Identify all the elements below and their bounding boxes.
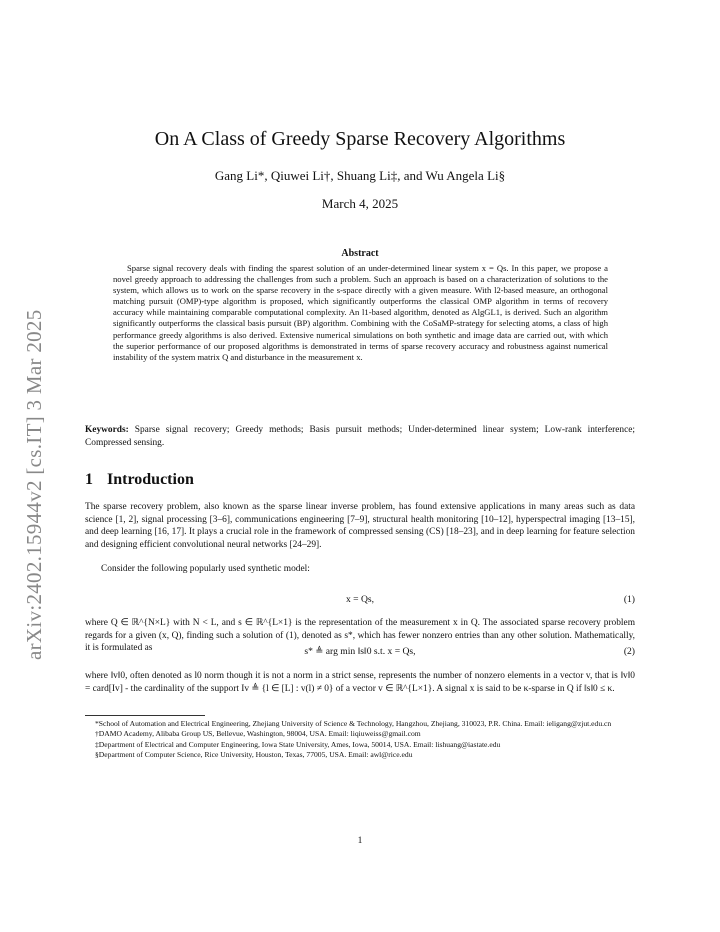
equation-2-tag: (2) xyxy=(623,646,635,657)
footnote: §Department of Computer Science, Rice University, Houston, Texas, 77005, USA. Email: awl@rice.edu xyxy=(95,750,413,760)
equation-1-tag: (1) xyxy=(623,594,635,605)
footnote-divider xyxy=(85,715,205,716)
intro-paragraph-2: Consider the following popularly used synthetic model: xyxy=(101,564,310,574)
footnotes xyxy=(85,719,635,761)
section-number: 1 xyxy=(85,471,93,488)
footnote: ‡Department of Electrical and Computer Engineering, Iowa State University, Ames, Iowa, 50014, USA. Email: lishuang@iastate.edu xyxy=(95,739,501,749)
abstract-heading: Abstract xyxy=(341,248,379,259)
footnote: *School of Automation and Electrical Engineering, Zhejiang University of Science & Technology, Hangzhou, Zhejiang, 310023, P.R. China. Email: ieligang@zjut.edu.cn xyxy=(95,719,612,728)
page-number: 1 xyxy=(357,836,363,846)
intro-paragraph-4: where ‖v‖0, often denoted as l0 norm though it is not a norm in a strict sense, represents the number of nonzero elements in a vector v, that is ‖v‖0 = card[Iv] - the cardinality of the support Iv ≜ {l ∈ [L] : v(l) ≠ 0} of a vector v ∈ ℝ^{L×1}. A signal x is said to be κ-sparse in Q if ‖s‖0 ≤ κ. xyxy=(85,671,635,694)
abstract-text: Sparse signal recovery deals with finding the sparest solution of an under-determined linear system x = Qs. In this paper, we propose a novel greedy approach to addressing the challenges from such a problem. Such an approach is based on a characterization of solutions to the system, which allows us to work on the sparse recovery in the s-space directly with a given measure. With l2-based measure, an orthogonal matching pursuit (OMP)-type algorithm is proposed, which significantly outperforms the classical OMP algorithm in terms of recovery accuracy while maintaining comparable computational complexity. An l1-based algorithm, denoted as AlgGL1, is derived. Such an algorithm significantly outperforms the classical basis pursuit (BP) algorithm. Combining with the CoSaMP-strategy for selecting atoms, a class of high performance greedy algorithms is also derived. Extensive numerical simulations on both synthetic and image data are carried out, with which the superior performance of our proposed algorithms is demonstrated in terms of sparse recovery accuracy and robustness against numerical instability of the system matrix Q and disturbance in the measurement x. xyxy=(113,263,608,362)
paper-title: On A Class of Greedy Sparse Recovery Algorithms xyxy=(154,128,566,150)
arxiv-watermark[interactable]: arXiv:2402.15944v2 [cs.IT] 3 Mar 2025 xyxy=(22,309,46,660)
section-heading xyxy=(85,471,194,489)
footnote: †DAMO Academy, Alibaba Group US, Bellevue, Washington, 98004, USA. Email: liqiuweiss@gmail.com xyxy=(95,729,421,739)
equation-1-formula: x = Qs, xyxy=(345,594,375,605)
author-list: Gang Li*, Qiuwei Li†, Shuang Li‡, and Wu Angela Li§ xyxy=(214,168,506,183)
keywords-text: Sparse signal recovery; Greedy methods; Basis pursuit methods; Under-determined linear system; Low-rank interference; Compressed sensing. xyxy=(85,425,635,448)
keywords xyxy=(85,424,635,449)
paper-date: March 4, 2025 xyxy=(321,196,399,211)
intro-paragraph-1: The sparse recovery problem, also known as the sparse linear inverse problem, has found extensive applications in many areas such as data science [1, 2], signal processing [3–6], communications engineering [7–9], structural health monitoring [10–12], hyperspectral imaging [13–15], and deep learning [16, 17]. It plays a crucial role in the framework of compressed sensing (CS) [18–23], and in deep learning for feature selection and designing efficient convolutional neural networks [24–29]. xyxy=(85,502,635,550)
keywords-label: Keywords: xyxy=(85,425,129,435)
equation-2-formula: s* ≜ arg min ‖s‖0 s.t. x = Qs, xyxy=(304,646,416,657)
intro-paragraph-3: where Q ∈ ℝ^{N×L} with N < L, and s ∈ ℝ^{L×1} is the representation of the measurement x in Q. The associated sparse recovery problem regards for a given (x, Q), finding such a solution of (1), denoted as s*, which has fewer nonzero entries than any other solution. Mathematically, it is formulated as xyxy=(85,618,635,653)
section-title: Introduction xyxy=(107,471,194,488)
